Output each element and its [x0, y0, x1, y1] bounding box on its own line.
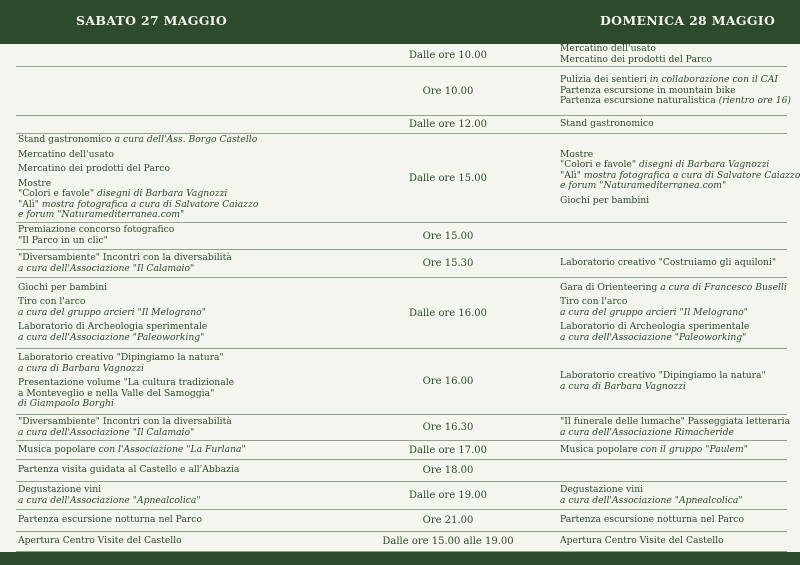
event-line: [560, 181, 788, 192]
event-entry: [18, 353, 348, 374]
time-cell: [348, 116, 548, 133]
event-line: [18, 515, 348, 526]
event-entry: [18, 445, 348, 456]
event-text: "Colori e favole": [560, 159, 639, 171]
time-cell: [348, 415, 548, 440]
event-line: [18, 150, 348, 161]
event-line: [560, 382, 788, 393]
event-entry: [18, 378, 348, 410]
event-text: a Monteveglio e nella Valle del Samoggia": [18, 387, 215, 399]
event-entry: [560, 445, 788, 456]
event-time: Dalle ore 17.00: [409, 444, 487, 456]
schedule-row: [16, 116, 787, 134]
saturday-events: [18, 349, 348, 414]
event-entry: [18, 297, 348, 318]
sunday-events: [560, 278, 788, 348]
event-text: Mostre: [560, 148, 594, 160]
sunday-events: [560, 510, 788, 531]
schedule-row: [16, 44, 787, 67]
saturday-events: [18, 460, 348, 481]
footer-bar: [0, 552, 800, 565]
schedule-row: [16, 133, 800, 223]
event-line: [18, 364, 348, 375]
event-entry: [560, 196, 788, 207]
saturday-events: [18, 532, 348, 551]
event-credit: a cura di Barbara Vagnozzi: [560, 380, 686, 392]
event-entry: [18, 283, 348, 294]
schedule-row: [16, 415, 791, 441]
event-line: [560, 536, 788, 547]
saturday-events: [18, 116, 348, 133]
schedule-row: [16, 460, 787, 482]
event-text: Partenza escursione naturalistica: [560, 95, 719, 107]
event-line: [18, 496, 348, 507]
event-text: "Il Parco in un clic": [18, 235, 108, 246]
time-cell: [348, 44, 548, 66]
event-credit: "La Furlana": [186, 443, 246, 455]
event-text: Mercatino dell'usato: [18, 148, 114, 160]
saturday-events: [18, 44, 348, 66]
event-entry: [560, 515, 788, 526]
event-text: Mercatino dei prodotti del Parco: [18, 163, 170, 175]
event-entry: [560, 148, 800, 192]
event-text: Laboratorio di Archeologia sperimentale: [18, 321, 208, 333]
event-line: [560, 283, 788, 294]
event-credit: mostra fotografica a cura di Salvatore Caiazzo: [583, 169, 800, 181]
sunday-events: [560, 67, 792, 115]
saturday-events: [18, 441, 348, 459]
event-text: Musica popolare: [560, 443, 641, 455]
event-time: Ore 16.30: [422, 422, 474, 433]
event-line: [18, 210, 348, 221]
sunday-events: [560, 532, 788, 551]
event-text: Apertura Centro Visite del Castello: [560, 535, 724, 547]
event-text: "Colori e favole": [18, 188, 97, 200]
event-line: [560, 119, 788, 130]
saturday-events: [18, 510, 348, 531]
event-entry: [18, 135, 348, 146]
event-entry: [560, 415, 791, 438]
event-text: Premiazione concorso fotografico: [18, 224, 175, 236]
sunday-events: [560, 415, 791, 440]
event-time: Dalle ore 15.00 alle 19.00: [382, 536, 514, 547]
event-text: Mostre: [18, 177, 52, 189]
time-cell: [348, 223, 548, 249]
event-time: Ore 21.00: [422, 515, 474, 526]
sunday-events: [560, 460, 788, 481]
event-time: Dalle ore 15.00: [409, 172, 487, 184]
event-text: "Diversambiente" Incontri con la diversabilità: [18, 251, 232, 263]
event-text: "Alì": [18, 198, 42, 210]
saturday-events: [18, 482, 348, 509]
event-credit: a cura dell'Associazione "Paleoworking": [560, 331, 747, 343]
event-entry: [18, 536, 348, 547]
event-time: Dalle ore 19.00: [409, 490, 487, 501]
event-entry: [18, 485, 348, 506]
time-cell: [348, 349, 548, 414]
sunday-events: [560, 349, 788, 414]
schedule-row: [16, 67, 792, 116]
event-line: [18, 445, 348, 456]
saturday-events: [18, 278, 348, 348]
event-text: Degustazione vini: [18, 483, 102, 495]
event-credit: a cura dell'Associazione "Apnealcolica": [18, 494, 201, 506]
event-text: Laboratorio creativo "Dipingiamo la natura": [18, 352, 224, 364]
event-entry: [18, 150, 348, 161]
time-cell: [348, 460, 548, 481]
event-text: Giochi per bambini: [18, 281, 108, 293]
sunday-events: [560, 44, 788, 66]
event-text: Giochi per bambini: [560, 194, 650, 206]
event-entry: [18, 225, 348, 246]
event-entry: [18, 515, 348, 526]
event-text: "Diversambiente" Incontri con la diversabilità: [18, 415, 232, 427]
event-line: [18, 236, 348, 247]
event-line: [18, 308, 348, 319]
event-text: Laboratorio creativo "Costruiamo gli aquiloni": [560, 257, 777, 269]
program-header: [0, 0, 800, 44]
event-text: Degustazione vini: [560, 483, 644, 495]
saturday-events: [18, 223, 348, 249]
event-credit: disegni di Barbara Vagnozzi: [97, 188, 228, 200]
event-entry: [560, 283, 788, 294]
schedule-row: [16, 441, 787, 460]
event-line: [18, 264, 348, 275]
schedule-row: [16, 250, 787, 278]
saturday-events: [18, 415, 348, 440]
time-cell: [348, 532, 548, 551]
schedule-row: [16, 510, 787, 532]
schedule-row: [16, 482, 787, 510]
sunday-events: [560, 250, 788, 277]
time-cell: [348, 510, 548, 531]
event-text: Gara di Orienteering: [560, 281, 661, 293]
event-credit: in collaborazione con il CAI: [649, 74, 778, 86]
schedule-row: [16, 349, 787, 415]
event-credit: a cura dell'Associazione "Il Calamaio": [18, 426, 195, 438]
event-time: Ore 15.30: [422, 258, 474, 269]
event-credit: con l'Associazione: [98, 443, 187, 455]
event-credit: e forum "Naturamediterranea.com": [560, 180, 727, 192]
event-time: Ore 10.00: [422, 85, 474, 97]
time-cell: [348, 278, 548, 348]
event-text: "Il funerale delle lumache" Passeggiata letteraria: [560, 415, 791, 427]
event-text: Apertura Centro Visite del Castello: [18, 535, 182, 547]
sunday-events: [560, 441, 788, 459]
event-line: [18, 465, 348, 476]
time-cell: [348, 441, 548, 459]
event-text: Partenza escursione notturna nel Parco: [18, 514, 202, 526]
event-text: Partenza visita guidata al Castello e all'Abbazia: [18, 464, 240, 476]
schedule-row: [16, 278, 787, 349]
time-cell: [348, 482, 548, 509]
event-entry: [560, 258, 788, 269]
saturday-heading: SABATO 27 MAGGIO: [76, 13, 228, 28]
event-text: Tiro con l'arco: [18, 296, 86, 308]
event-time: Ore 18.00: [422, 465, 474, 476]
event-entry: [560, 485, 788, 506]
event-text: Partenza escursione notturna nel Parco: [560, 514, 744, 526]
event-credit: con il gruppo "Paulem": [640, 443, 748, 455]
event-line: [18, 333, 348, 344]
event-text: Presentazione volume "La cultura tradizionale: [18, 377, 235, 389]
event-credit: a cura del gruppo arcieri "Il Melograno": [560, 306, 748, 318]
event-entry: [560, 74, 792, 107]
event-line: [18, 428, 348, 439]
event-line: [560, 308, 788, 319]
event-entry: [560, 322, 788, 343]
event-line: [18, 536, 348, 547]
event-line: [560, 95, 792, 107]
event-credit: a cura dell'Associazione "Paleoworking": [18, 331, 205, 343]
sunday-events: [560, 482, 788, 509]
sunday-events: [560, 223, 788, 249]
event-line: [560, 196, 788, 207]
event-text: Tiro con l'arco: [560, 296, 628, 308]
event-text: Partenza escursione in mountain bike: [560, 84, 736, 96]
event-credit: a cura dell'Associazione Rimacheride: [560, 426, 734, 438]
event-time: Dalle ore 10.00: [409, 49, 487, 61]
event-text: Laboratorio di Archeologia sperimentale: [560, 321, 750, 333]
schedule-row: [16, 223, 787, 250]
event-credit: a cura di Barbara Vagnozzi: [18, 362, 144, 374]
sunday-events: [560, 116, 788, 133]
event-line: [560, 496, 788, 507]
event-entry: [18, 322, 348, 343]
event-line: [18, 399, 348, 410]
event-credit: e forum "Naturamediterranea.com": [18, 209, 185, 221]
sunday-events: [560, 134, 800, 222]
event-line: [560, 445, 788, 456]
event-time: Ore 15.00: [422, 230, 474, 242]
time-cell: [348, 67, 548, 115]
event-entry: [560, 536, 788, 547]
event-line: [18, 283, 348, 294]
event-text: Musica popolare: [18, 443, 99, 455]
event-text: "Alì": [560, 169, 584, 181]
event-credit: a cura dell'Ass. Borgo Castello: [114, 133, 258, 145]
event-credit: mostra fotografica a cura di Salvatore Caiazzo: [41, 198, 259, 210]
schedule-row: [16, 532, 787, 552]
event-text: Laboratorio creativo "Dipingiamo la natura": [560, 369, 766, 381]
event-entry: [18, 417, 348, 438]
event-entry: [560, 119, 788, 130]
event-credit: a cura di Francesco Buselli: [660, 281, 787, 293]
saturday-events: [18, 134, 348, 222]
event-credit: a cura dell'Associazione "Il Calamaio": [18, 262, 195, 274]
event-credit: (rientro ore 16): [718, 95, 792, 107]
event-credit: di Giampaolo Borghi: [18, 398, 114, 410]
event-entry: [18, 164, 348, 175]
event-text: Stand gastronomico: [18, 133, 115, 145]
saturday-events: [18, 250, 348, 277]
time-cell: [348, 250, 548, 277]
event-line: [560, 333, 788, 344]
event-line: [18, 135, 348, 146]
event-credit: a cura dell'Associazione "Apnealcolica": [560, 494, 743, 506]
event-time: Dalle ore 12.00: [409, 119, 487, 130]
time-cell: [348, 134, 548, 222]
event-line: [560, 428, 788, 439]
event-line: [560, 258, 788, 269]
event-line: [18, 164, 348, 175]
event-time: Ore 16.00: [422, 376, 474, 387]
event-time: Dalle ore 16.00: [409, 307, 487, 319]
event-entry: [18, 179, 348, 221]
event-entry: [18, 465, 348, 476]
event-text: Mercatino dell'usato: [560, 43, 656, 55]
event-entry: [560, 44, 788, 65]
event-line: [560, 55, 788, 66]
event-line: [560, 515, 788, 526]
event-entry: [560, 297, 788, 318]
event-text: Pulizia dei sentieri: [560, 74, 650, 86]
event-credit: a cura del gruppo arcieri "Il Melograno": [18, 306, 206, 318]
event-text: Stand gastronomico: [560, 118, 654, 130]
event-credit: disegni di Barbara Vagnozzi: [639, 159, 770, 171]
event-entry: [18, 253, 348, 274]
saturday-events: [18, 67, 348, 115]
event-text: Mercatino dei prodotti del Parco: [560, 54, 712, 65]
sunday-heading: DOMENICA 28 MAGGIO: [600, 13, 776, 28]
event-entry: [560, 371, 788, 392]
